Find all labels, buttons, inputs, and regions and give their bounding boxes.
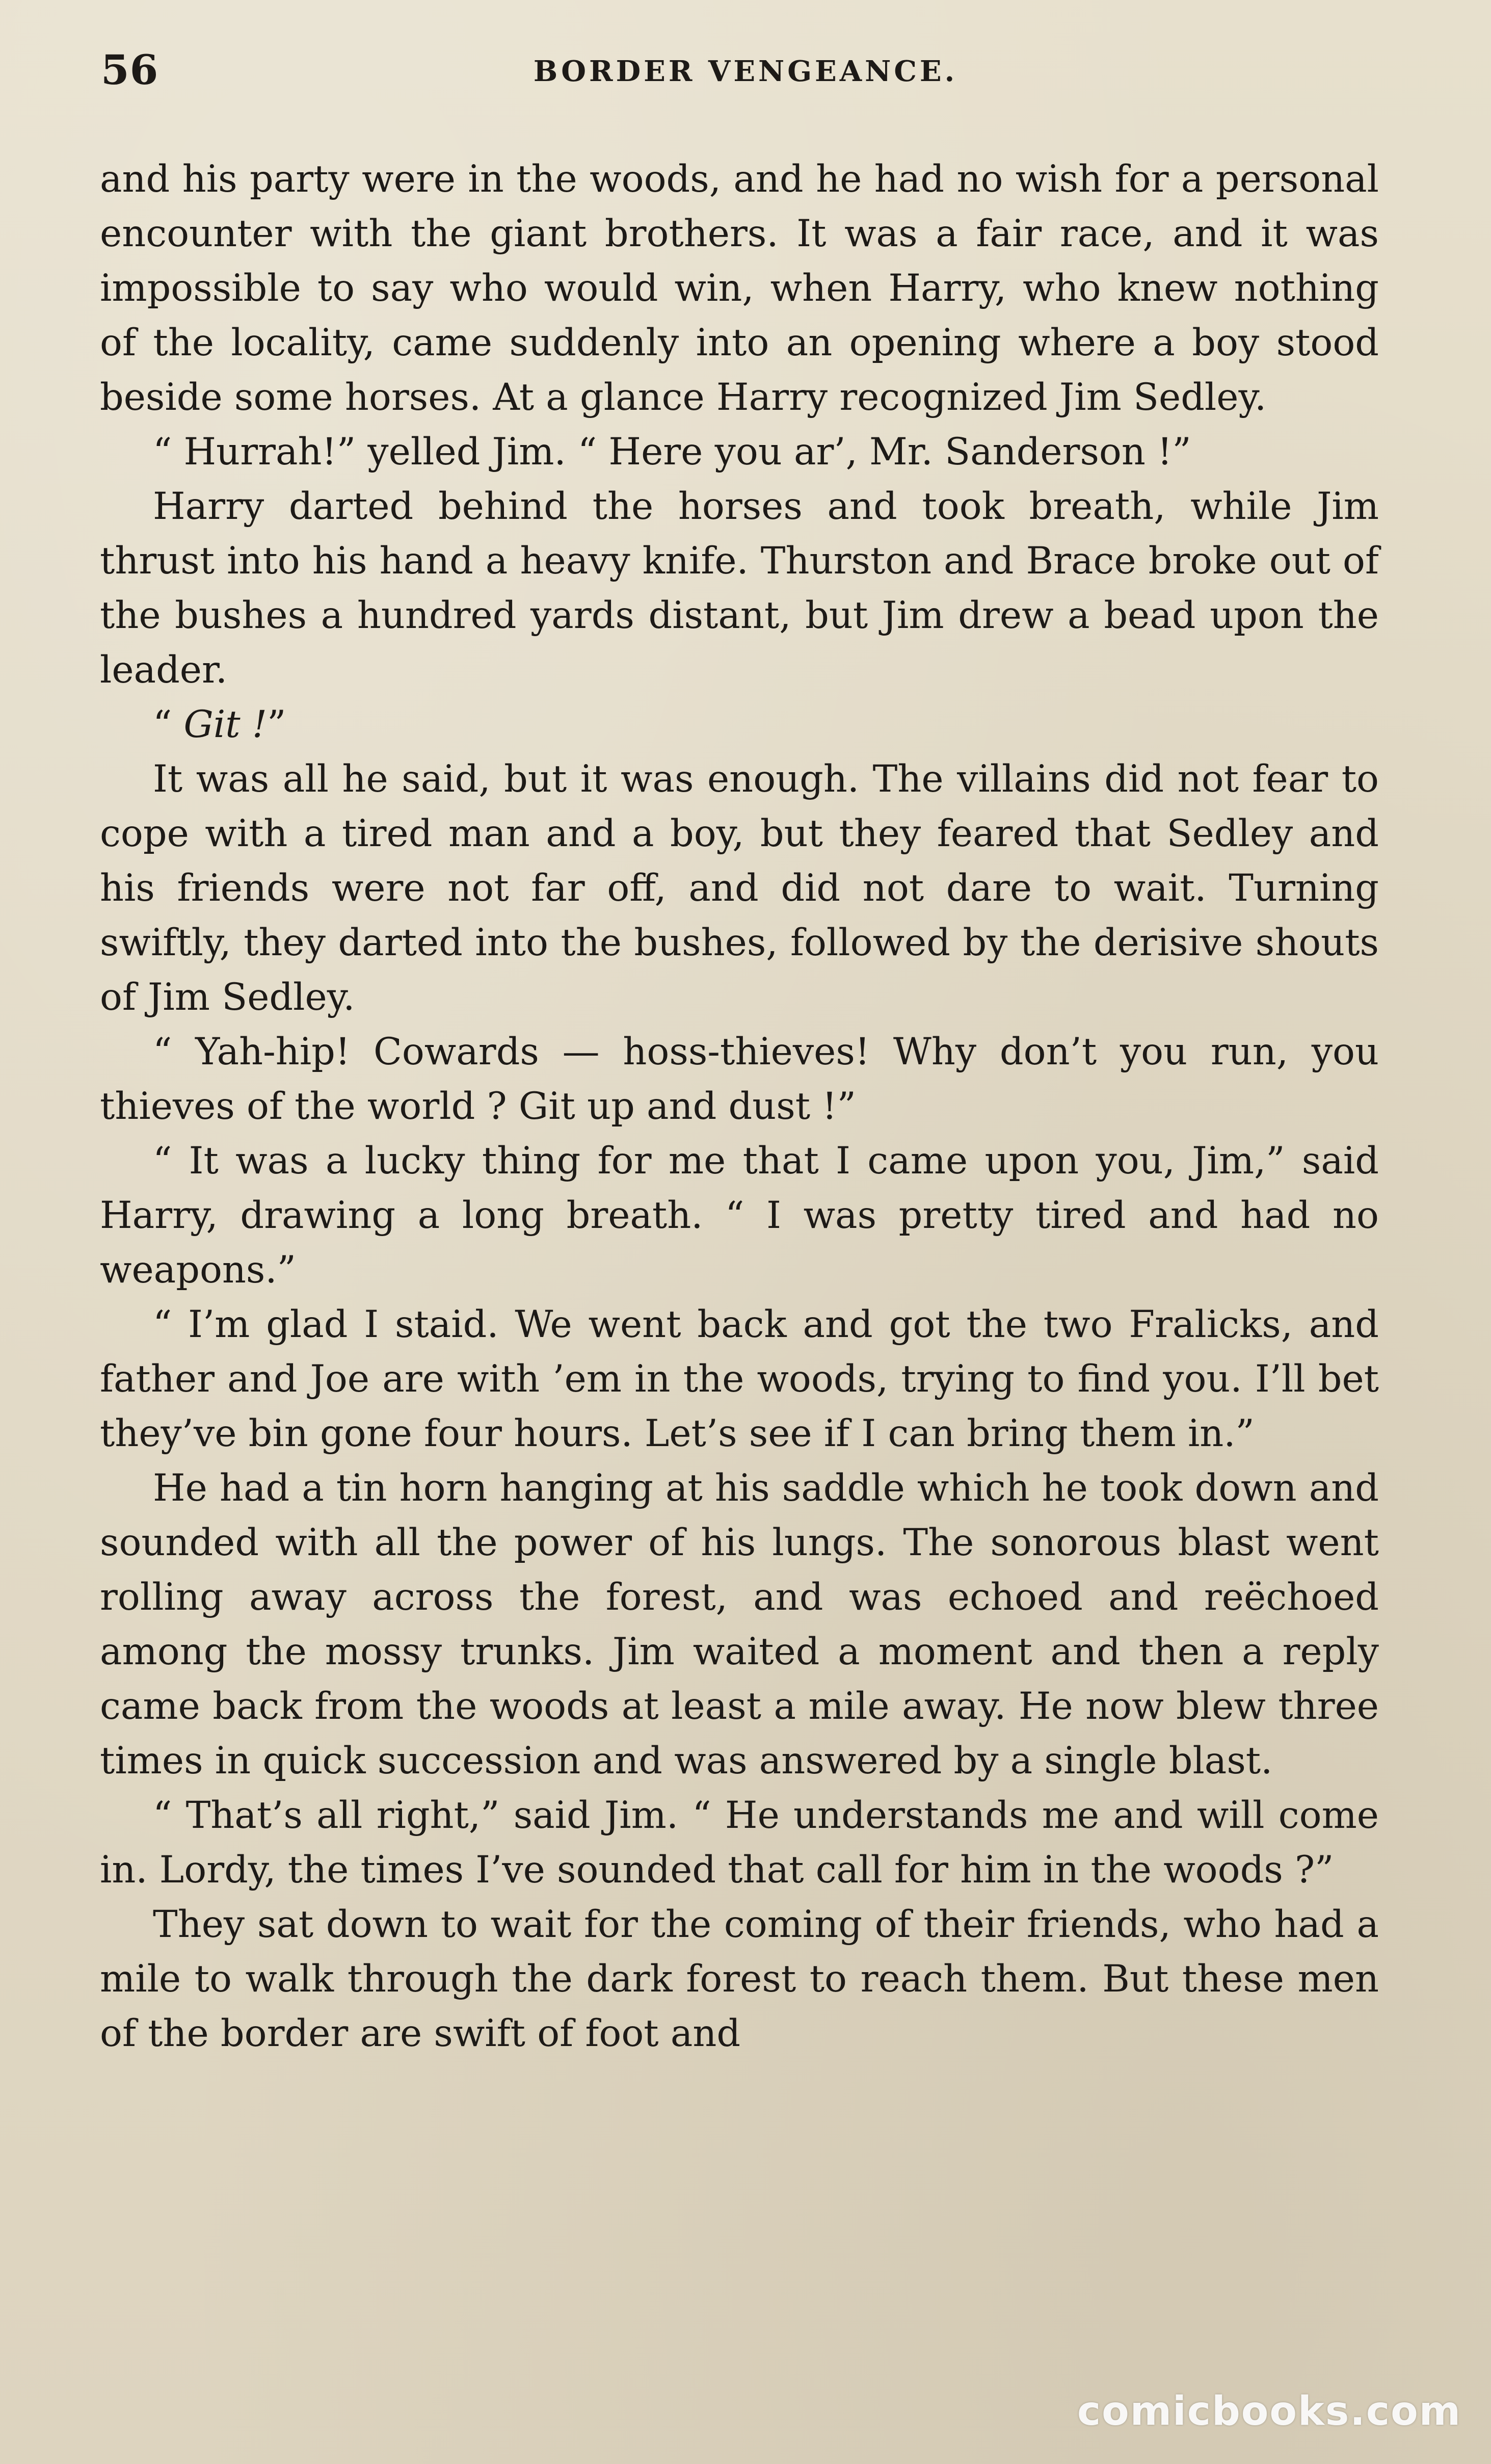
italic-exclamation: Git ! (183, 703, 268, 746)
paragraph: It was all he said, but it was enough. The villains did not fear to cope with a tired man and a boy, but they feared that Sedley and his friends were not far off, and did not dare to wait. Turning swiftly, they darted into the bushes, followed by the derisive shouts of Jim Sedley. (100, 757, 1379, 1019)
running-title: BORDER VENGEANCE. (533, 55, 958, 88)
paragraph-exclamation (100, 697, 1379, 752)
body-text (100, 152, 1379, 2061)
paragraph: “ That’s all right,” said Jim. “ He understands me and will come in. Lordy, the times I’ve sounded that call for him in the woods ?” (100, 1794, 1379, 1892)
paragraph: Harry darted behind the horses and took breath, while Jim thrust into his hand a heavy knife. Thurston and Brace broke out of the bushes a hundred yards distant, but Jim drew a bead upon the leader. (100, 485, 1379, 692)
paragraph: “ It was a lucky thing for me that I came upon you, Jim,” said Harry, drawing a long breath. “ I was pretty tired and had no weapons.” (100, 1139, 1379, 1292)
page-number: 56 (101, 46, 159, 94)
quote-close: ” (267, 703, 286, 746)
quote-open: “ (153, 703, 184, 746)
paragraph: and his party were in the woods, and he had no wish for a personal encounter with the giant brothers. It was a fair race, and it was impossible to say who would win, when Harry, who knew nothing of the locality, came suddenly into an opening where a boy stood beside some horses. At a glance Harry recognized Jim Sedley. (100, 158, 1379, 419)
paragraph: They sat down to wait for the coming of their friends, who had a mile to walk through the dark forest to reach them. But these men of the border are swift of foot and (100, 1903, 1379, 2055)
paragraph: He had a tin horn hanging at his saddle which he took down and sounded with all the power of his lungs. The sonorous blast went rolling away across the forest, and was echoed and reëchoed among the mossy trunks. Jim waited a moment and then a reply came back from the woods at least a mile away. He now blew three times in quick succession and was answered by a single blast. (100, 1466, 1379, 1783)
watermark: comicbooks.com (1077, 2389, 1461, 2434)
paragraph: “ I’m glad I staid. We went back and got the two Fralicks, and father and Joe are with ’em in the woods, trying to find you. I’ll bet they’ve bin gone four hours. Let’s see if I can bring them in.” (100, 1303, 1379, 1455)
running-head (0, 47, 1491, 93)
paragraph: “ Yah-hip! Cowards — hoss-thieves! Why don’t you run, you thieves of the world ? Git up and dust !” (100, 1030, 1379, 1128)
paragraph: “ Hurrah!” yelled Jim. “ Here you ar’, Mr. Sanderson !” (153, 430, 1191, 474)
